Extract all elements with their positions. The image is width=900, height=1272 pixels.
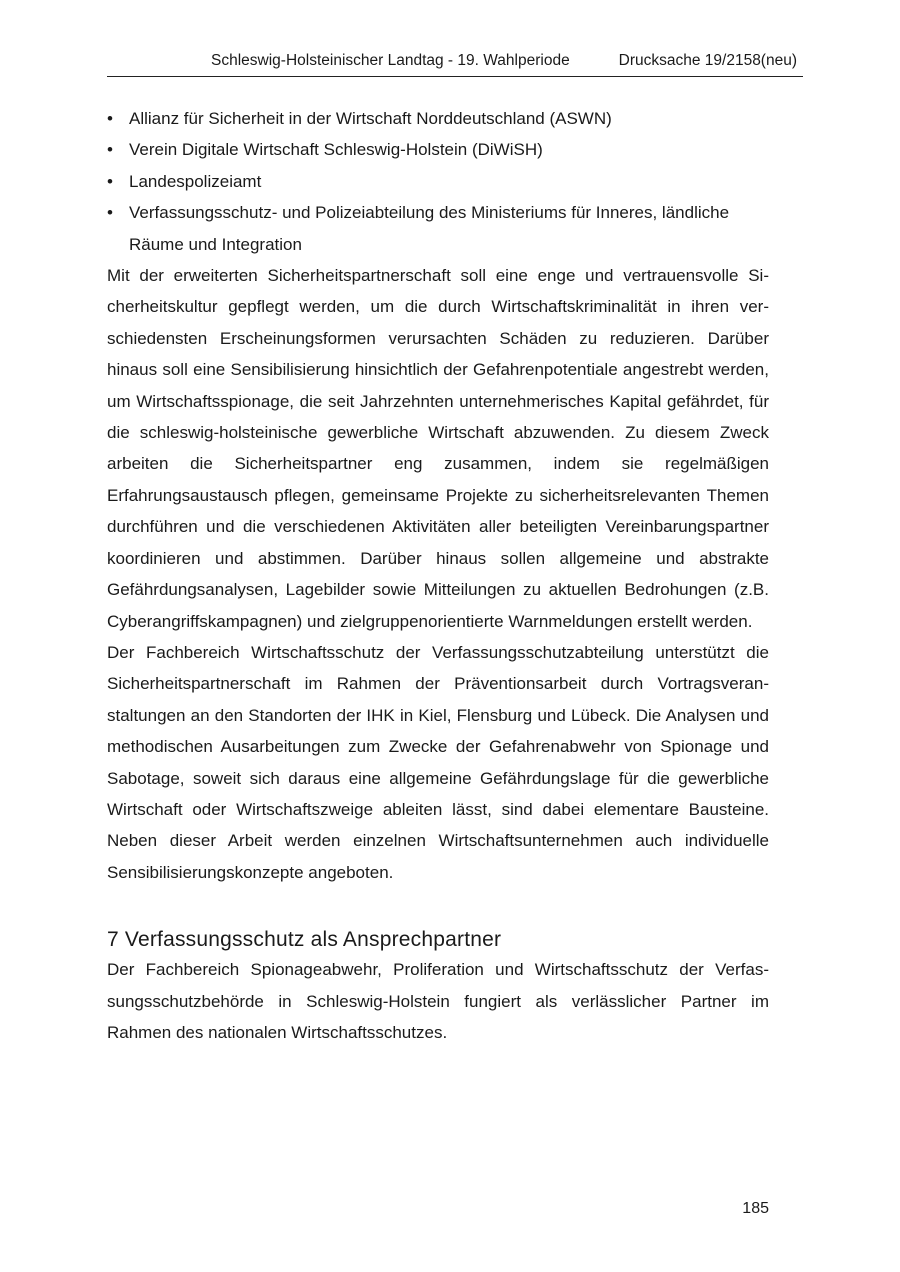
bullet-icon: • (107, 203, 113, 223)
bullet-icon: • (107, 140, 113, 160)
list-item-text: Verein Digitale Wirtschaft Schleswig-Holstein (DiWiSH) (129, 140, 543, 160)
paragraph-section-7: Der Fachbereich Spionageabwehr, Proliferation und Wirtschaftsschutz der Verfassungsschutzbehörde in Schleswig-Holstein fungiert als verlässlicher Partner im Rahmen des nationalen Wirtschaftsschutzes. (107, 960, 769, 1042)
document-number: Drucksache 19/2158(neu) (618, 52, 797, 69)
list-item-text: Verfassungsschutz- und Polizeiabteilung des Ministeriums für Inneres, ländliche Räume und Integration (129, 203, 730, 254)
list-item-text: Landespolizeiamt (129, 171, 262, 191)
header-title: Schleswig-Holsteinischer Landtag - 19. Wahlperiode (211, 52, 570, 69)
paragraph-economic-protection: Der Fachbereich Wirtschaftsschutz der Verfassungsschutzabteilung unterstützt die Sicherheitspartnerschaft im Rahmen der Präventionsarbeit durch Vortragsveranstaltungen an den Standorten der IHK in Kiel, Flensburg und Lübeck. Die Analysen und methodischen Ausarbeitungen zum Zwecke der Gefahrenabwehr von Spionage und Sabotage, soweit sich daraus eine allgemeine Gefährdungslage für die gewerbliche Wirtschaft oder Wirtschaftszweige ableiten lässt, sind dabei elementare Bausteine. Neben dieser Arbeit werden einzelnen Wirtschaftsunternehmen auch individuelle Sensibilisierungskonzepte angeboten. (107, 642, 769, 882)
list-item (107, 103, 769, 134)
partner-list (107, 103, 769, 260)
page-number: 185 (742, 1200, 769, 1217)
list-item (107, 166, 769, 197)
list-item (107, 197, 769, 260)
list-item-text: Allianz für Sicherheit in der Wirtschaft Norddeutschland (ASWN) (129, 109, 612, 128)
page-header (107, 52, 803, 77)
paragraph-security-partnership: Mit der erweiterten Sicherheitspartnerschaft soll eine enge und vertrauensvolle Sicherheitskultur gepflegt werden, um die durch Wirtschaftskriminalität in ihren verschiedensten Erscheinungsformen verursachten Schäden zu reduzieren. Darüber hinaus soll eine Sensibilisierung hinsichtlich der Gefahrenpotentiale angestrebt werden, um Wirtschaftsspionage, die seit Jahrzehnten unternehmerisches Kapital gefährdet, für die schleswig-holsteinische gewerbliche Wirtschaft abzuwenden. Zu diesem Zweck arbeiten die Sicherheitspartner eng zusammen, indem sie regelmäßigen Erfahrungsaustausch pflegen, gemeinsame Projekte zu sicherheitsrelevanten Themen durchführen und die verschiedenen Aktivitäten aller beteiligten Vereinbarungspartner koordinieren und abstimmen. Darüber hinaus sollen allgemeine und abstrakte Gefährdungsanalysen, Lagebilder sowie Mitteilungen zu aktuellen Bedrohungen (z.B. Cyberangriffskampagnen) und zielgruppenorientierte Warnmeldungen erstellt werden. (107, 266, 769, 631)
page-content (107, 103, 769, 1048)
bullet-icon: • (107, 171, 113, 191)
section-heading: 7 Verfassungsschutz als Ansprechpartner (107, 928, 502, 952)
bullet-icon: • (107, 109, 113, 128)
list-item (107, 134, 769, 165)
